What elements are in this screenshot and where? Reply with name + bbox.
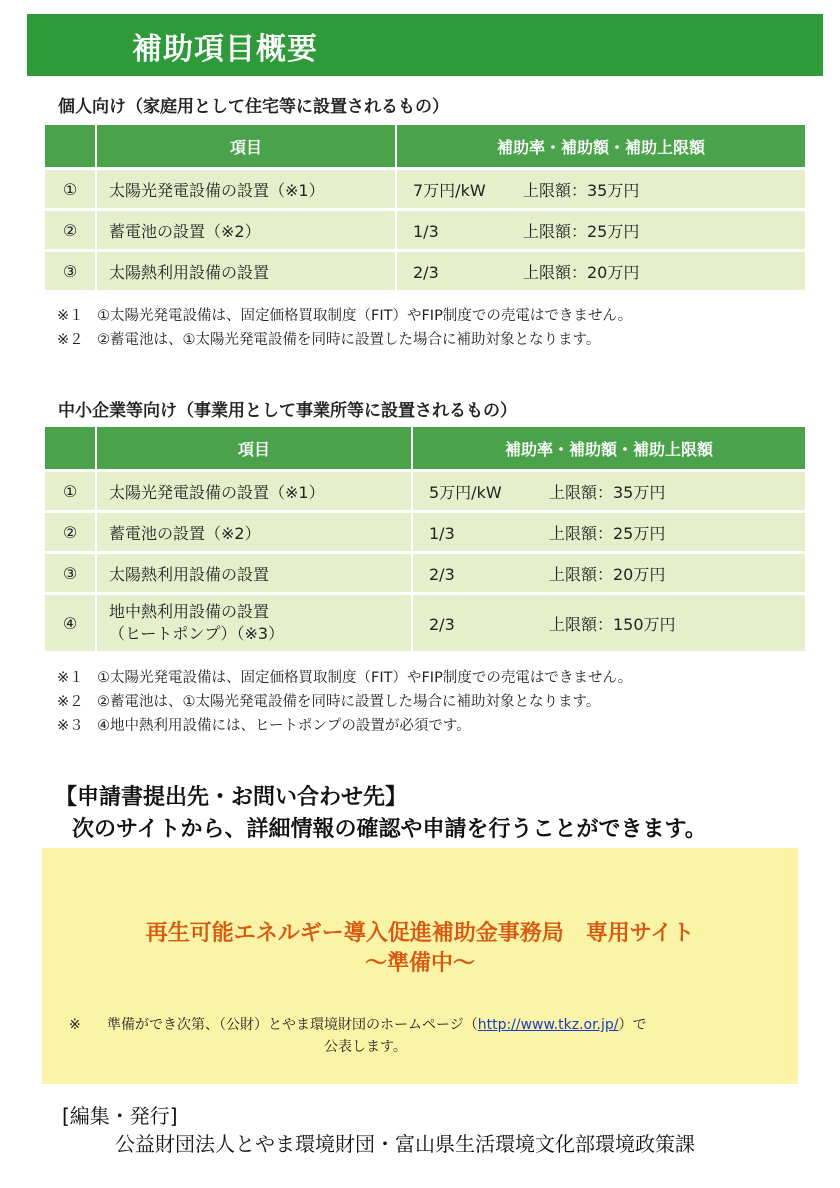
row-num: ② [45, 513, 97, 551]
note [57, 304, 632, 328]
row-item: 蓄電池の設置（※2） [97, 513, 413, 551]
note-text: ②蓄電池は、①太陽光発電設備を同時に設置した場合に補助対象となります。 [97, 694, 601, 710]
site-note-text: 準備ができ次第、（公財）とやま環境財団のホームページ（ [107, 1017, 478, 1033]
row-rate: 7万円/kW [413, 180, 486, 200]
site-note-line1 [107, 1014, 647, 1036]
header-item: 項目 [97, 125, 397, 167]
row-rate-cell [397, 170, 805, 208]
row-rate: 5万円/kW [429, 482, 502, 502]
publisher-org: 公益財団法人とやま環境財団・富山県生活環境文化部環境政策課 [115, 1132, 695, 1156]
row-item-cell [97, 595, 413, 651]
row-limit: 上限額：20万円 [549, 564, 666, 584]
table-row [45, 554, 805, 592]
note-mark: ※１ [57, 308, 84, 324]
note-text: ①太陽光発電設備は、固定価格買取制度（FIT）やFIP制度での売電はできません。 [97, 308, 633, 324]
row-num: ④ [45, 595, 97, 651]
note-mark: ※３ [57, 718, 84, 734]
row-num: ② [45, 211, 97, 249]
table-header-row [45, 125, 805, 167]
row-item-sub: （ヒートポンプ）（※3） [109, 624, 285, 643]
row-rate-cell [397, 211, 805, 249]
site-info-box [42, 848, 798, 1084]
title-bar [27, 14, 823, 76]
row-rate: 2/3 [429, 614, 455, 634]
header-rate: 補助率・補助額・補助上限額 [397, 125, 805, 167]
page-title: 補助項目概要 [132, 32, 318, 67]
contact-heading: 【申請書提出先・お問い合わせ先】 [55, 785, 408, 810]
publisher-heading: [編集・発行] [62, 1104, 178, 1128]
note-text: ④地中熱利用設備には、ヒートポンプの設置が必須です。 [97, 718, 471, 734]
row-num: ③ [45, 252, 97, 290]
site-note-line2: 公表します。 [324, 1039, 407, 1055]
individual-heading: 個人向け（家庭用として住宅等に設置されるもの） [58, 97, 449, 117]
row-limit: 上限額：35万円 [549, 482, 666, 502]
row-rate-cell [413, 595, 805, 651]
header-num [45, 125, 97, 167]
row-limit: 上限額：20万円 [523, 262, 640, 282]
individual-table [45, 122, 805, 293]
table-row [45, 252, 805, 290]
site-status: ～準備中～ [364, 951, 475, 976]
note [57, 714, 632, 738]
header-item: 項目 [97, 427, 413, 469]
table-row [45, 472, 805, 510]
row-rate: 2/3 [429, 564, 455, 584]
row-rate: 2/3 [413, 262, 439, 282]
header-rate: 補助率・補助額・補助上限額 [413, 427, 805, 469]
note [57, 690, 632, 714]
note [57, 328, 632, 352]
business-heading: 中小企業等向け（事業用として事業所等に設置されるもの） [58, 401, 517, 421]
table-row [45, 170, 805, 208]
table-row [45, 595, 805, 651]
business-notes [57, 666, 632, 738]
row-rate: 1/3 [429, 523, 455, 543]
homepage-link[interactable]: http://www.tkz.or.jp/ [477, 1017, 619, 1033]
row-limit: 上限額：25万円 [523, 221, 640, 241]
row-item: 太陽熱利用設備の設置 [97, 554, 413, 592]
note-mark: ※１ [57, 670, 84, 686]
row-rate-cell [413, 472, 805, 510]
table-row [45, 211, 805, 249]
row-rate-cell [413, 513, 805, 551]
row-item: 太陽光発電設備の設置（※1） [97, 472, 413, 510]
note-text: ①太陽光発電設備は、固定価格買取制度（FIT）やFIP制度での売電はできません。 [97, 670, 633, 686]
header-num [45, 427, 97, 469]
row-rate-cell [413, 554, 805, 592]
row-item: 太陽光発電設備の設置（※1） [97, 170, 397, 208]
row-limit: 上限額：35万円 [523, 180, 640, 200]
row-item: 地中熱利用設備の設置 [109, 602, 270, 621]
site-note-mark: ※ [69, 1017, 81, 1033]
note-mark: ※２ [57, 332, 84, 348]
note-mark: ※２ [57, 694, 84, 710]
business-table [45, 424, 805, 654]
row-num: ③ [45, 554, 97, 592]
row-limit: 上限額：25万円 [549, 523, 666, 543]
note [57, 666, 632, 690]
contact-subheading: 次のサイトから、詳細情報の確認や申請を行うことができます。 [72, 817, 707, 842]
note-text: ②蓄電池は、①太陽光発電設備を同時に設置した場合に補助対象となります。 [97, 332, 601, 348]
site-note-text-end: ）で [618, 1017, 647, 1033]
row-item: 太陽熱利用設備の設置 [97, 252, 397, 290]
site-title: 再生可能エネルギー導入促進補助金事務局 専用サイト [145, 921, 695, 946]
row-limit: 上限額：150万円 [549, 614, 676, 634]
individual-notes [57, 304, 632, 352]
row-rate: 1/3 [413, 221, 439, 241]
row-rate-cell [397, 252, 805, 290]
row-item: 蓄電池の設置（※2） [97, 211, 397, 249]
row-num: ① [45, 170, 97, 208]
table-row [45, 513, 805, 551]
table-header-row [45, 427, 805, 469]
row-num: ① [45, 472, 97, 510]
